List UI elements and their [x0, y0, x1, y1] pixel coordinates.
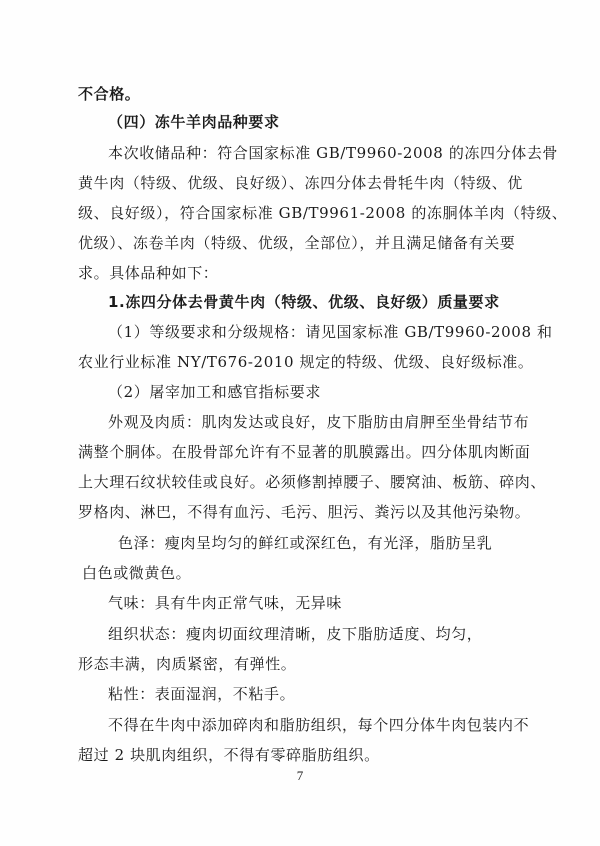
section-heading: （四）冻牛羊肉品种要求: [108, 113, 280, 131]
paragraph-line: 上大理石纹状较佳或良好。必须修割掉腰子、腰窝油、板筋、碎肉、: [78, 473, 547, 491]
paragraph-line: （1）等级要求和分级规格：请见国家标准 GB/T9960-2008 和: [108, 323, 553, 341]
sub-item-heading: （2）屠宰加工和感官指标要求: [108, 383, 321, 401]
paragraph-line: 超过 2 块肌肉组织，不得有零碎脂肪组织。: [78, 746, 380, 764]
paragraph-line: 粘性：表面湿润，不粘手。: [108, 685, 296, 703]
paragraph-line: 罗格肉、淋巴，不得有血污、毛污、胆污、粪污以及其他污染物。: [78, 503, 531, 521]
paragraph-line: 组织状态：瘦肉切面纹理清晰，皮下脂肪适度、均匀，: [108, 625, 483, 643]
paragraph-line: 白色或微黄色。: [82, 564, 192, 582]
paragraph-line: 黄牛肉（特级、优级、良好级）、冻四分体去骨牦牛肉（特级、优: [78, 174, 523, 192]
paragraph-line: 色泽：瘦肉呈均匀的鲜红或深红色，有光泽，脂肪呈乳: [118, 534, 493, 552]
subsection-heading: 1.冻四分体去骨黄牛肉（特级、优级、良好级）质量要求: [108, 293, 500, 311]
paragraph-line: 形态丰满，肉质紧密，有弹性。: [78, 655, 297, 673]
paragraph-line: 不得在牛肉中添加碎肉和脂肪组织，每个四分体牛肉包装内不: [108, 716, 530, 734]
paragraph-line: 求。具体品种如下：: [78, 264, 219, 282]
paragraph-line: 级、良好级），符合国家标准 GB/T9961-2008 的冻胴体羊肉（特级、: [78, 204, 568, 222]
paragraph-line: 外观及肉质：肌肉发达或良好，皮下脂肪由肩胛至坐骨结节布: [108, 413, 530, 431]
paragraph-line: 本次收储品种：符合国家标准 GB/T9960-2008 的冻四分体去骨: [108, 144, 559, 162]
paragraph-line: 农业行业标准 NY/T676-2010 规定的特级、优级、良好级标准。: [78, 353, 534, 371]
paragraph-line: 满整个胴体。在股骨部允许有不显著的肌膜露出。四分体肌肉断面: [78, 443, 531, 461]
paragraph-line: 优级）、冻卷羊肉（特级、优级，全部位），并且满足储备有关要: [78, 234, 516, 252]
page-number: 7: [296, 768, 304, 783]
continuation-line: 不合格。: [78, 85, 141, 103]
paragraph-line: 气味：具有牛肉正常气味，无异味: [108, 594, 343, 612]
